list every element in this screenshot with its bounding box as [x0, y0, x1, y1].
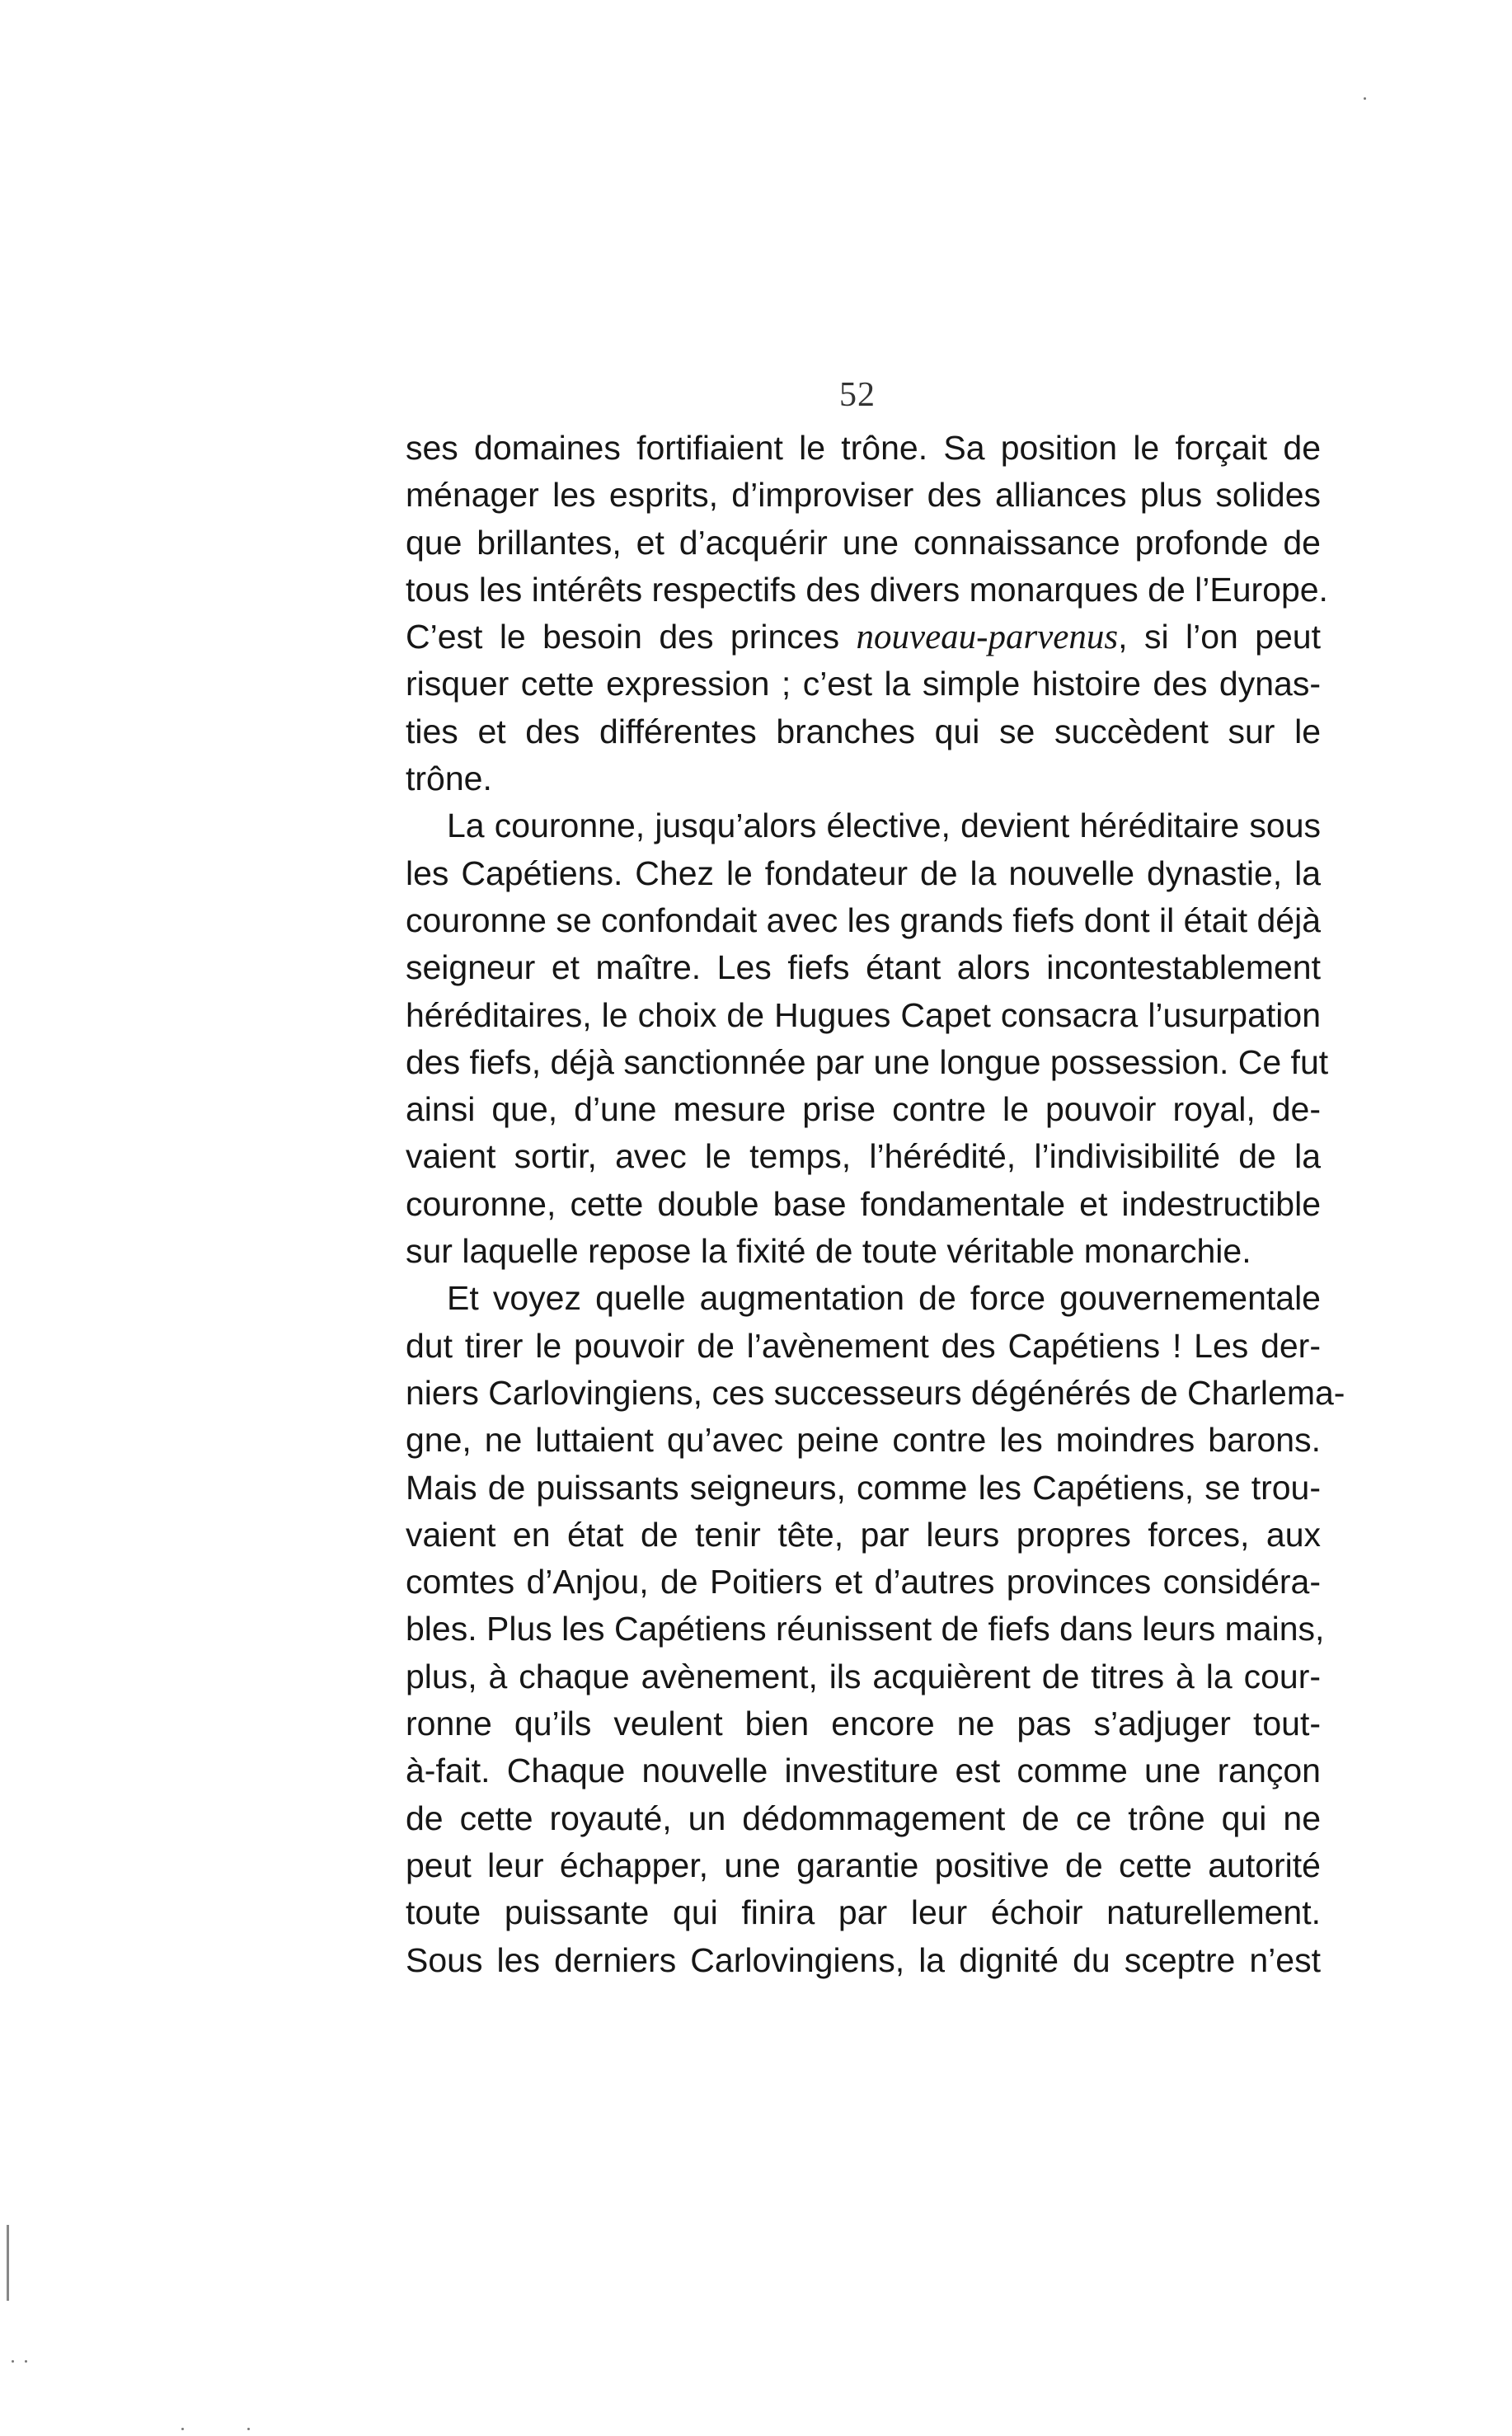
text-line: dut tirer le pouvoir de l’avènement des Capétiens ! Les der- — [406, 1326, 1321, 1365]
text-line: ties et des différentes branches qui se succèdent sur le — [406, 712, 1321, 750]
text-line: ménager les esprits, d’improviser des alliances plus solides — [406, 476, 1321, 515]
text-line: La couronne, jusqu’alors élective, devient héréditaire sous — [447, 807, 1321, 845]
text-line: des fiefs, déjà sanctionnée par une longue possession. Ce fut — [406, 1042, 1329, 1081]
text-line: couronne, cette double base fondamentale et indestructible — [406, 1184, 1321, 1223]
text-line: comtes d’Anjou, de Poitiers et d’autres provinces considéra- — [406, 1563, 1321, 1601]
text-line: vaient en état de tenir tête, par leurs propres forces, aux — [406, 1515, 1321, 1554]
text-line: ronne qu’ils veulent bien encore ne pas s’adjuger tout- — [406, 1705, 1321, 1743]
text-line: ses domaines fortifiaient le trône. Sa position le forçait de — [406, 429, 1321, 467]
text-line: seigneur et maître. Les fiefs étant alors incontestablement — [406, 948, 1321, 987]
text-line: Et voyez quelle augmentation de force gouvernementale — [447, 1279, 1321, 1318]
text-line: que brillantes, et d’acquérir une connaissance profonde de — [406, 523, 1321, 562]
text-line: à-fait. Chaque nouvelle investiture est comme une rançon — [406, 1752, 1321, 1790]
scan-margin-mark — [7, 2225, 9, 2301]
page-number: 52 — [839, 376, 876, 414]
text-line: vaient sortir, avec le temps, l’hérédité, l’indivisibilité de la — [406, 1137, 1321, 1176]
scan-speck — [25, 2360, 27, 2363]
scan-speck — [12, 2360, 14, 2363]
text-line: bles. Plus les Capétiens réunissent de fiefs dans leurs mains, — [406, 1610, 1325, 1648]
text-line: gne, ne luttaient qu’avec peine contre les moindres barons. — [406, 1421, 1321, 1460]
scan-speck — [247, 2428, 250, 2430]
text-line: plus, à chaque avènement, ils acquièrent de titres à la cour- — [406, 1657, 1321, 1695]
text-line: peut leur échapper, une garantie positive de cette autorité — [406, 1846, 1321, 1884]
text-line: risquer cette expression ; c’est la simple histoire des dynas- — [406, 665, 1321, 703]
text-line: C’est le besoin des princes nouveau-parvenus, si l’on peut — [406, 618, 1322, 657]
text-line: tous les intérêts respectifs des divers monarques de l’Europe. — [406, 570, 1328, 609]
text-line: sur laquelle repose la fixité de toute véritable monarchie. — [406, 1232, 1251, 1271]
scan-speck — [181, 2428, 184, 2430]
text-line: toute puissante qui finira par leur échoir naturellement. — [406, 1893, 1321, 1932]
text-line: trône. — [406, 759, 492, 798]
text-line: niers Carlovingiens, ces successeurs dégénérés de Charlema- — [406, 1373, 1345, 1412]
text-line: couronne se confondait avec les grands fiefs dont il était déjà — [406, 901, 1321, 939]
text-line: ainsi que, d’une mesure prise contre le pouvoir royal, de- — [406, 1090, 1321, 1129]
text-line: héréditaires, le choix de Hugues Capet consacra l’usurpation — [406, 995, 1321, 1034]
scan-speck — [1364, 97, 1366, 100]
text-line: les Capétiens. Chez le fondateur de la nouvelle dynastie, la — [406, 854, 1321, 892]
body-text — [406, 425, 1345, 1984]
text-line: Mais de puissants seigneurs, comme les Capétiens, se trou- — [406, 1468, 1321, 1507]
text-line: Sous les derniers Carlovingiens, la dignité du sceptre n’est — [406, 1940, 1321, 1979]
text-line: de cette royauté, un dédommagement de ce trône qui ne — [406, 1799, 1321, 1837]
